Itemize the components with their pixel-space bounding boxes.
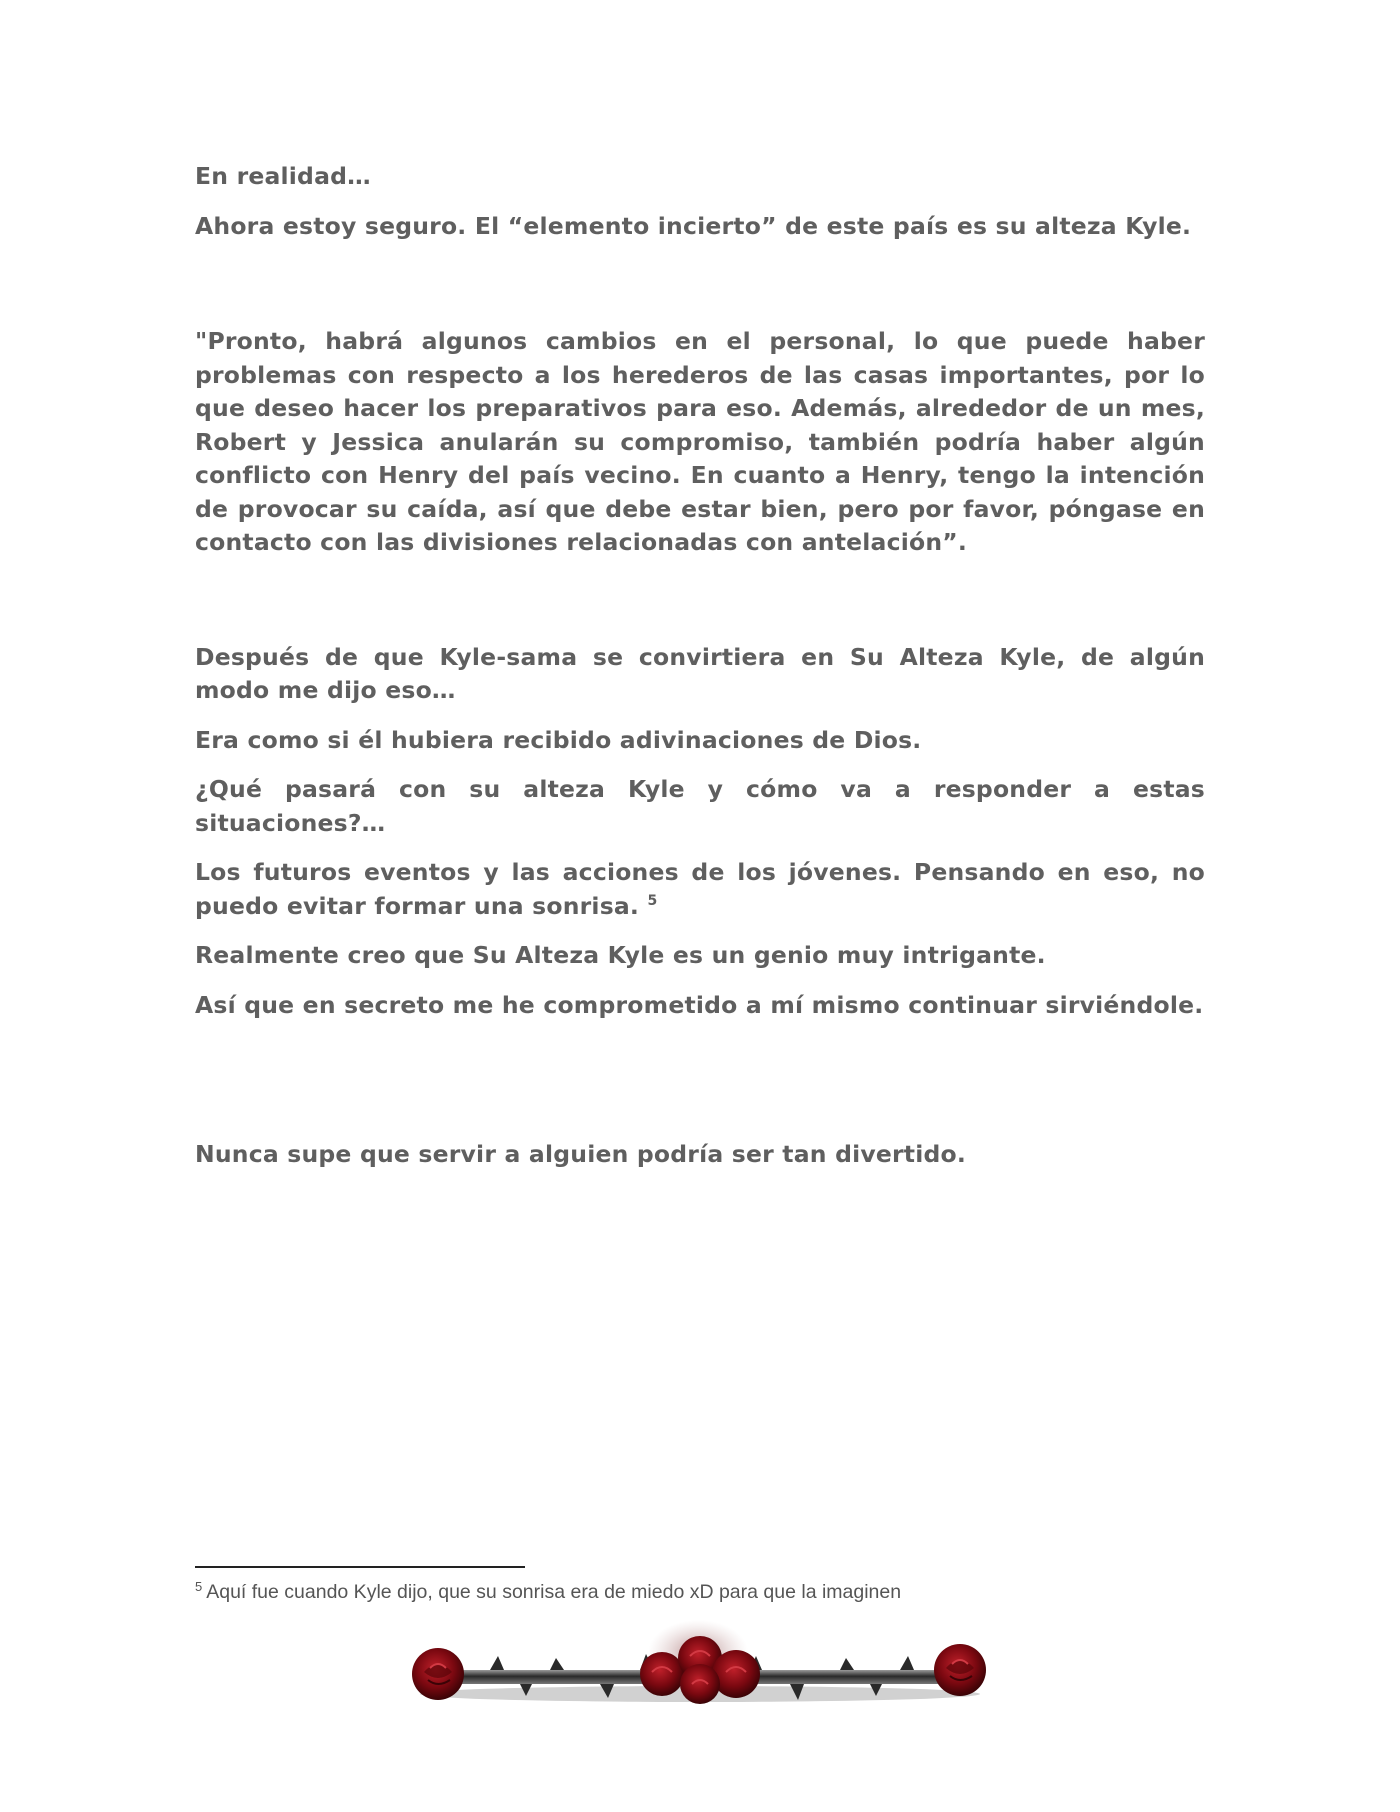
footnote-marker: 5 bbox=[195, 1578, 203, 1594]
paragraph-8: Realmente creo que Su Alteza Kyle es un genio muy intrigante. bbox=[195, 941, 1046, 969]
paragraph-3: "Pronto, habrá algunos cambios en el personal, lo que puede haber problemas con respecto a los herederos de las casas importantes, por lo que deseo hacer los preparativos para eso. Además, alrededor de un mes, Robert y Jessica anularán su compromiso, también podría haber algún conflicto con Henry del país vecino. En cuanto a Henry, tengo la intención de provocar su caída, así que debe estar bien, pero por favor, póngase en contacto con las divisiones relacionadas con antelación”. bbox=[195, 327, 1205, 556]
paragraph-1: En realidad… bbox=[195, 162, 371, 190]
paragraph-10: Nunca supe que servir a alguien podría ser tan divertido. bbox=[195, 1140, 966, 1168]
paragraph-2: Ahora estoy seguro. El “elemento incierto” de este país es su alteza Kyle. bbox=[195, 211, 1192, 240]
paragraph-7-text: Los futuros eventos y las acciones de los jóvenes. Pensando en eso, no puedo evitar formar una sonrisa. bbox=[195, 858, 1205, 920]
footnote bbox=[195, 1578, 1205, 1606]
paragraph-9: Así que en secreto me he comprometido a mí mismo continuar sirviéndole. bbox=[195, 990, 1204, 1019]
footnote-reference[interactable]: 5 bbox=[647, 892, 658, 909]
footnote-separator bbox=[195, 1566, 525, 1568]
paragraph-7 bbox=[195, 856, 1205, 923]
rose-vine-divider-icon bbox=[400, 1612, 1000, 1722]
footnote-text: Aquí fue cuando Kyle dijo, que su sonrisa era de miedo xD para que la imaginen bbox=[206, 1581, 902, 1603]
body-text bbox=[195, 160, 1205, 1172]
paragraph-4: Después de que Kyle-sama se convirtiera en Su Alteza Kyle, de algún modo me dijo eso… bbox=[195, 642, 1205, 704]
paragraph-5: Era como si él hubiera recibido adivinaciones de Dios. bbox=[195, 725, 922, 754]
paragraph-6: ¿Qué pasará con su alteza Kyle y cómo va a responder a estas situaciones?… bbox=[195, 775, 1205, 837]
